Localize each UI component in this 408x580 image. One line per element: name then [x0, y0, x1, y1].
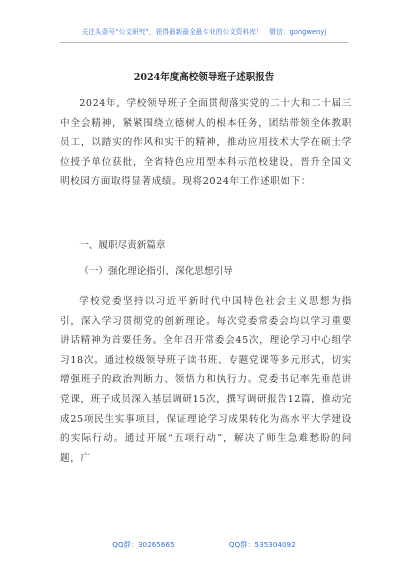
body-paragraph: 学校党委坚持以习近平新时代中国特色社会主义思想为指引，深入学习贯彻党的创新理论。每次党委常委会均以学习重要讲话精神为首要任务。全年召开常委会45次，理论学习中心组学习18次。通过校级领导班子读书班、专题党课等多元形式，切实增强班子的政治判断力、领悟力和执行力。党委书记率先垂范讲党课，班子成员深入基层调研15次，撰写调研报告12篇，推动完成25项民生实事项目，保证理论学习成果转化为高水平大学建设的实际行动。通过开展“五项行动”，解决了师生急难愁盼的问题，广 [60, 296, 352, 464]
intro-paragraph: 2024年，学校领导班子全面贯彻落实党的二十大和二十届三中全会精神，紧紧围绕立德树人的根本任务，团结带领全体教职员工，以踏实的作风和实干的精神，推动应用技术大学在硕士学位授予单位获批，全省特色应用型本科示范校建设，晋升全国文明校园方面取得显著成绩。现将2024年工作述职如下： [60, 98, 352, 188]
section-heading: 一、履职尽责新篇章 [79, 240, 166, 251]
footer-contacts [0, 540, 408, 550]
footer-qq-group-2: QQ群：535304092 [228, 540, 296, 549]
subsection-1 [60, 262, 352, 282]
header-divider [60, 42, 348, 43]
subsection-1-body [60, 292, 352, 468]
section-1 [60, 236, 352, 256]
intro-block [60, 94, 352, 192]
header-banner: 关注头条号“公文研究”，获得最新最全最专业的公文资料库！ 微信：gongwenyj [81, 28, 327, 36]
document-title: 2024年度高校领导班子述职报告 [133, 72, 275, 83]
footer-qq-group-1: QQ群：30265665 [112, 540, 175, 549]
subsection-heading: （一）强化理论指引，深化思想引导 [79, 266, 233, 277]
